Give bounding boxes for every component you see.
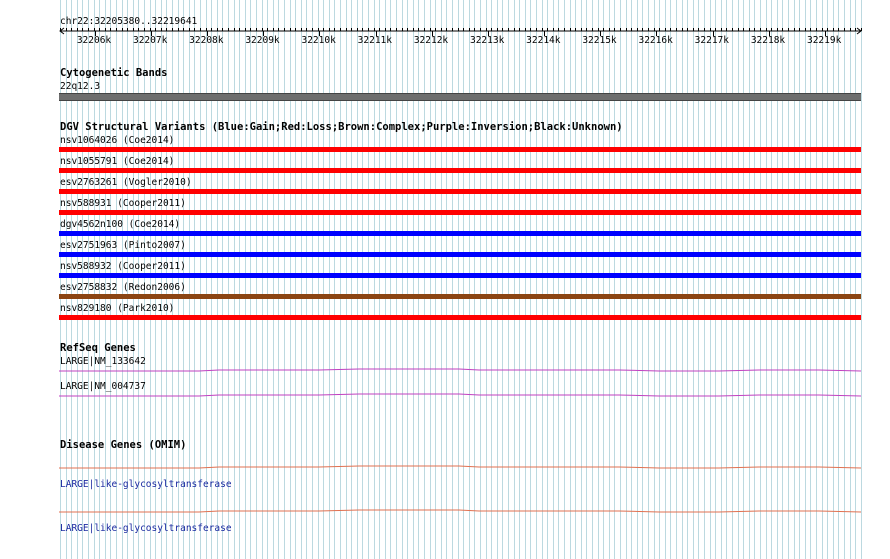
refseq-gene-model[interactable] <box>59 393 862 399</box>
ruler-tick-label: 32213k <box>469 35 505 46</box>
dgv-variant-label[interactable]: nsv829180 (Park2010) <box>60 303 175 314</box>
ruler-tick-label: 32207k <box>132 35 168 46</box>
omim-gene-label[interactable]: LARGE|like-glycosyltransferase <box>60 479 232 490</box>
ruler-tick-label: 32214k <box>526 35 561 46</box>
dgv-variant-bar[interactable] <box>59 273 861 278</box>
dgv-variant-label[interactable]: nsv588931 (Cooper2011) <box>60 198 186 209</box>
dgv-variant-label[interactable]: nsv1055791 (Coe2014) <box>60 156 175 167</box>
dgv-variant-label[interactable]: nsv1064026 (Coe2014) <box>60 135 175 146</box>
ruler-tick-label: 32209k <box>245 35 280 46</box>
ruler-coords: chr22:32205380..32219641 <box>60 16 198 27</box>
omim-gene-model[interactable] <box>59 509 862 515</box>
dgv-variant-bar[interactable] <box>59 168 861 173</box>
dgv-variant-bar[interactable] <box>59 147 861 152</box>
dgv-variant-label[interactable]: esv2763261 (Vogler2010) <box>60 177 192 188</box>
dgv-variant-bar[interactable] <box>59 231 861 236</box>
dgv-variant-label[interactable]: dgv4562n100 (Coe2014) <box>60 219 181 230</box>
ruler-tick-label: 32215k <box>582 35 617 46</box>
ruler-tick-label: 32208k <box>189 35 224 46</box>
dgv-variant-label[interactable]: esv2751963 (Pinto2007) <box>60 240 186 251</box>
ruler-tick-label: 32216k <box>638 35 673 46</box>
ruler-tick-label: 32206k <box>76 35 112 46</box>
ruler-tick-label: 32210k <box>301 35 336 46</box>
refseq-gene-model[interactable] <box>59 368 862 374</box>
ruler-tick-label: 32217k <box>694 35 729 46</box>
cytoband-label: 22q12.3 <box>60 81 101 92</box>
dgv-variant-bar[interactable] <box>59 294 861 299</box>
ruler-tick-label: 32211k <box>357 35 392 46</box>
ruler-tick-label: 32218k <box>750 35 786 46</box>
dgv-variant-bar[interactable] <box>59 189 861 194</box>
omim-gene-label[interactable]: LARGE|like-glycosyltransferase <box>60 523 232 534</box>
dgv-variant-label[interactable]: nsv588932 (Cooper2011) <box>60 261 186 272</box>
dgv-variant-bar[interactable] <box>59 252 861 257</box>
dgv-variant-bar[interactable] <box>59 315 861 320</box>
ruler-tick-label: 32212k <box>413 35 449 46</box>
track-title-omim: Disease Genes (OMIM) <box>60 439 187 451</box>
cytoband-bar[interactable] <box>59 93 861 101</box>
omim-gene-model[interactable] <box>59 465 862 471</box>
refseq-gene-label[interactable]: LARGE|NM_004737 <box>60 381 146 392</box>
track-title-cytoband: Cytogenetic Bands <box>60 67 168 79</box>
track-title-dgv: DGV Structural Variants (Blue:Gain;Red:Loss;Brown:Complex;Purple:Inversion;Black:Unknown) <box>60 121 623 133</box>
track-title-refseq: RefSeq Genes <box>60 342 136 354</box>
ruler-tick-label: 32219k <box>806 35 842 46</box>
dgv-variant-label[interactable]: esv2758832 (Redon2006) <box>60 282 186 293</box>
refseq-gene-label[interactable]: LARGE|NM_133642 <box>60 356 146 367</box>
dgv-variant-bar[interactable] <box>59 210 861 215</box>
